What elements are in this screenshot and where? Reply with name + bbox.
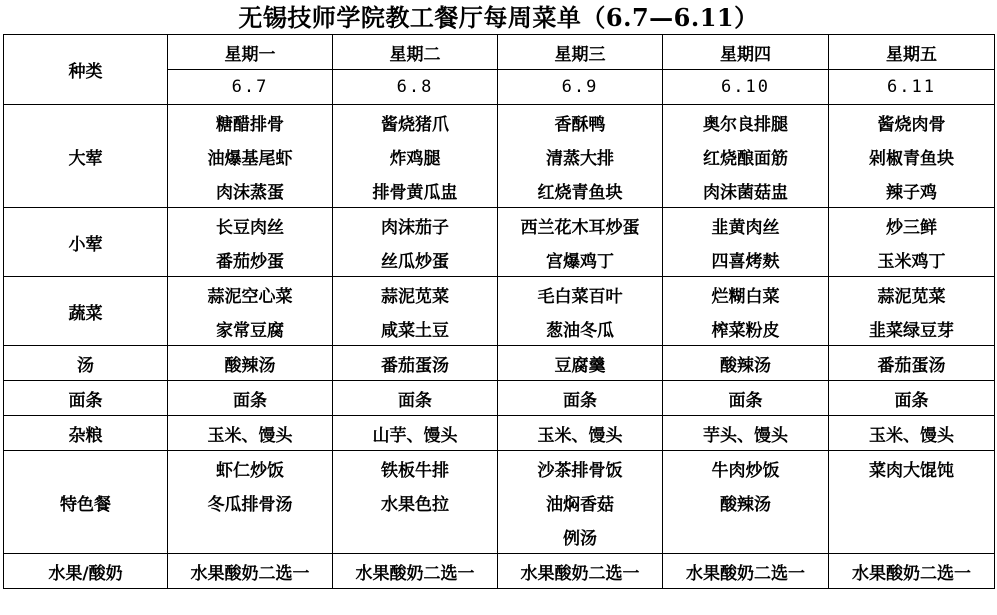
menu-item-cell: 面条 [333, 381, 498, 416]
menu-item-cell: 酱烧猪爪 [333, 105, 498, 140]
menu-item-cell: 西兰花木耳炒蛋 [498, 208, 663, 243]
date-header-cell: 6.7 [168, 70, 333, 105]
menu-item-cell: 芋头、馒头 [663, 416, 829, 451]
menu-item-cell: 油爆基尾虾 [168, 139, 333, 173]
day-header-cell: 星期三 [498, 35, 663, 70]
menu-item-cell: 长豆肉丝 [168, 208, 333, 243]
category-cell-dahun: 大荤 [4, 105, 168, 208]
menu-item-cell: 剁椒青鱼块 [829, 139, 995, 173]
menu-item-cell: 水果色拉 [333, 485, 498, 519]
menu-item-cell: 家常豆腐 [168, 311, 333, 346]
day-header-cell: 星期二 [333, 35, 498, 70]
menu-item-cell: 面条 [168, 381, 333, 416]
menu-item-cell: 水果酸奶二选一 [663, 554, 829, 589]
menu-item-cell: 烂糊白菜 [663, 277, 829, 312]
category-cell-miantiao: 面条 [4, 381, 168, 416]
menu-item-cell: 咸菜土豆 [333, 311, 498, 346]
date-header-cell: 6.10 [663, 70, 829, 105]
menu-item-cell: 炒三鲜 [829, 208, 995, 243]
menu-item-cell: 玉米鸡丁 [829, 242, 995, 277]
menu-item-cell [168, 519, 333, 554]
menu-item-cell: 山芋、馒头 [333, 416, 498, 451]
menu-item-cell [829, 485, 995, 519]
table-row [4, 346, 995, 381]
table-row [4, 381, 995, 416]
menu-item-cell: 冬瓜排骨汤 [168, 485, 333, 519]
menu-item-cell: 肉沫菌菇盅 [663, 173, 829, 208]
menu-item-cell: 榨菜粉皮 [663, 311, 829, 346]
table-row [4, 554, 995, 589]
date-header-cell: 6.8 [333, 70, 498, 105]
date-header-cell: 6.11 [829, 70, 995, 105]
weekly-menu-table [3, 34, 995, 589]
menu-item-cell: 虾仁炒饭 [168, 451, 333, 486]
table-row [4, 105, 995, 140]
menu-item-cell [829, 519, 995, 554]
menu-item-cell: 番茄蛋汤 [829, 346, 995, 381]
menu-item-cell: 酸辣汤 [663, 485, 829, 519]
menu-item-cell [663, 519, 829, 554]
menu-item-cell: 铁板牛排 [333, 451, 498, 486]
menu-item-cell: 玉米、馒头 [829, 416, 995, 451]
menu-item-cell: 玉米、馒头 [498, 416, 663, 451]
category-cell-zaliang: 杂粮 [4, 416, 168, 451]
menu-item-cell: 蒜泥苋菜 [829, 277, 995, 312]
category-cell-tese: 特色餐 [4, 451, 168, 554]
menu-item-cell: 奥尔良排腿 [663, 105, 829, 140]
menu-item-cell: 葱油冬瓜 [498, 311, 663, 346]
menu-item-cell: 例汤 [498, 519, 663, 554]
menu-item-cell: 酸辣汤 [663, 346, 829, 381]
date-header-cell: 6.9 [498, 70, 663, 105]
menu-item-cell: 辣子鸡 [829, 173, 995, 208]
menu-item-cell: 水果酸奶二选一 [168, 554, 333, 589]
menu-item-cell: 油焖香菇 [498, 485, 663, 519]
menu-item-cell: 水果酸奶二选一 [829, 554, 995, 589]
menu-item-cell: 排骨黄瓜盅 [333, 173, 498, 208]
menu-item-cell: 面条 [498, 381, 663, 416]
day-header-cell: 星期五 [829, 35, 995, 70]
menu-item-cell: 面条 [663, 381, 829, 416]
menu-item-cell: 韭黄肉丝 [663, 208, 829, 243]
menu-item-cell: 番茄炒蛋 [168, 242, 333, 277]
category-header-cell: 种类 [4, 35, 168, 105]
menu-item-cell: 红烧青鱼块 [498, 173, 663, 208]
table-row [4, 277, 995, 312]
menu-item-cell: 水果酸奶二选一 [498, 554, 663, 589]
menu-item-cell [333, 519, 498, 554]
day-header-cell: 星期一 [168, 35, 333, 70]
menu-item-cell: 豆腐羹 [498, 346, 663, 381]
menu-item-cell: 酱烧肉骨 [829, 105, 995, 140]
menu-item-cell: 糖醋排骨 [168, 105, 333, 140]
menu-item-cell: 面条 [829, 381, 995, 416]
menu-item-cell: 红烧酿面筋 [663, 139, 829, 173]
category-cell-shuiguo: 水果/酸奶 [4, 554, 168, 589]
menu-item-cell: 玉米、馒头 [168, 416, 333, 451]
day-header-cell: 星期四 [663, 35, 829, 70]
menu-item-cell: 四喜烤麸 [663, 242, 829, 277]
menu-item-cell: 韭菜绿豆芽 [829, 311, 995, 346]
category-cell-tang: 汤 [4, 346, 168, 381]
category-cell-xiaohun: 小荤 [4, 208, 168, 277]
menu-item-cell: 丝瓜炒蛋 [333, 242, 498, 277]
menu-item-cell: 水果酸奶二选一 [333, 554, 498, 589]
menu-item-cell: 牛肉炒饭 [663, 451, 829, 486]
menu-item-cell: 肉沫蒸蛋 [168, 173, 333, 208]
menu-item-cell: 蒜泥苋菜 [333, 277, 498, 312]
menu-item-cell: 酸辣汤 [168, 346, 333, 381]
table-row [4, 416, 995, 451]
category-cell-shucai: 蔬菜 [4, 277, 168, 346]
menu-item-cell: 香酥鸭 [498, 105, 663, 140]
menu-item-cell: 菜肉大馄饨 [829, 451, 995, 486]
menu-item-cell: 宫爆鸡丁 [498, 242, 663, 277]
menu-item-cell: 清蒸大排 [498, 139, 663, 173]
header-day-row [4, 35, 995, 70]
table-row [4, 208, 995, 243]
menu-item-cell: 毛白菜百叶 [498, 277, 663, 312]
menu-item-cell: 肉沫茄子 [333, 208, 498, 243]
page-title: 无锡技师学院教工餐厅每周菜单（6.7—6.11） [238, 3, 759, 32]
menu-item-cell: 蒜泥空心菜 [168, 277, 333, 312]
table-row [4, 451, 995, 486]
menu-item-cell: 炸鸡腿 [333, 139, 498, 173]
menu-item-cell: 番茄蛋汤 [333, 346, 498, 381]
menu-item-cell: 沙茶排骨饭 [498, 451, 663, 486]
